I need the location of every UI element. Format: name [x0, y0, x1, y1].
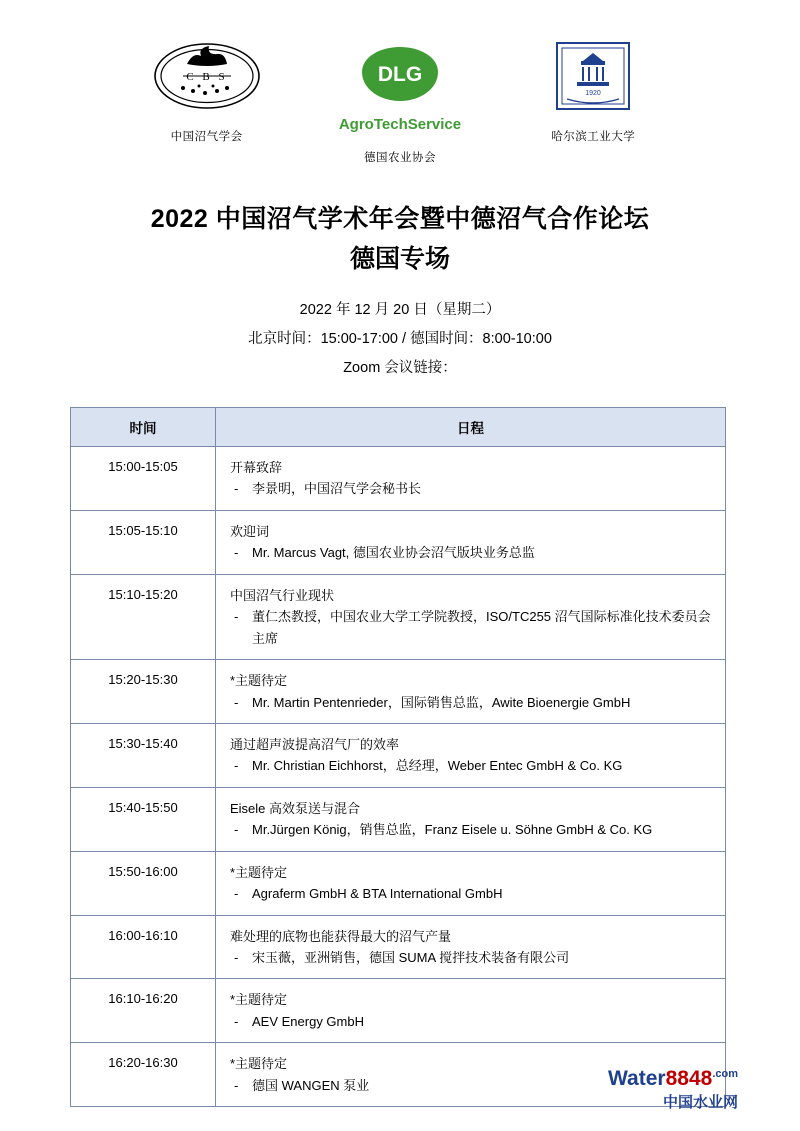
logo-block-hit	[497, 40, 690, 144]
row-agenda	[216, 574, 726, 659]
row-time: 15:00-15:05	[71, 447, 216, 511]
table-row	[71, 510, 726, 574]
hit-crest-icon	[551, 40, 635, 112]
row-agenda	[216, 447, 726, 511]
table-row	[71, 723, 726, 787]
table-row	[71, 660, 726, 724]
table-row	[71, 915, 726, 979]
row-topic: 欢迎词	[230, 523, 270, 539]
row-agenda	[216, 979, 726, 1043]
agenda-table-body	[71, 447, 726, 1107]
row-agenda	[216, 787, 726, 851]
row-speaker: - Mr. Martin Pentenrieder，国际销售总监，Awite Bioenergie GmbH	[230, 692, 713, 713]
svg-text:C B S: C B S	[186, 71, 228, 83]
page-title: 2022 中国沼气学术年会暨中德沼气合作论坛	[150, 205, 650, 233]
row-topic: 开幕致辞	[230, 460, 283, 475]
table-header-agenda: 日程	[216, 408, 726, 447]
row-topic: 中国沼气行业现状	[230, 587, 335, 603]
row-speaker: - Mr.Jürgen König，销售总监，Franz Eisele u. Söhne GmbH & Co. KG	[230, 819, 713, 840]
row-time: 16:20-16:30	[71, 1043, 216, 1107]
row-topic: Eisele 高效泵送与混合	[230, 800, 361, 816]
logo-block-cbs	[110, 40, 303, 144]
row-speaker: - 德国 WANGEN 泵业	[230, 1075, 713, 1096]
table-row	[71, 851, 726, 915]
row-topic: 通过超声波提高沼气厂的效率	[230, 736, 400, 752]
svg-text:DLG: DLG	[377, 63, 423, 86]
table-header-time: 时间	[71, 408, 216, 447]
svg-text:1920: 1920	[585, 90, 602, 97]
row-time: 15:40-15:50	[71, 787, 216, 851]
agenda-table	[70, 407, 726, 1107]
meta-date: 2022 年 12 月 20 日（星期二）	[299, 302, 501, 318]
dlg-subtext: AgroTechService	[338, 116, 462, 133]
row-agenda	[216, 915, 726, 979]
logo-block-dlg	[303, 40, 496, 165]
table-row	[71, 574, 726, 659]
row-topic: *主题待定	[230, 992, 288, 1008]
logo-caption-dlg: 德国农业协会	[363, 152, 436, 164]
row-topic: 难处理的底物也能获得最大的沼气产量	[230, 928, 452, 944]
watermark-brand-line	[608, 1066, 738, 1092]
title-block	[70, 201, 730, 278]
row-speaker: - 宋玉薇，亚洲销售，德国 SUMA 搅拌技术装备有限公司	[230, 947, 713, 968]
row-topic: *主题待定	[230, 864, 288, 880]
row-topic: *主题待定	[230, 673, 288, 689]
meta-block	[70, 296, 730, 383]
row-time: 15:20-15:30	[71, 660, 216, 724]
table-row	[71, 787, 726, 851]
page-subtitle: 德国专场	[349, 244, 450, 273]
row-speaker: - AEV Energy GmbH	[230, 1011, 713, 1032]
row-time: 16:10-16:20	[71, 979, 216, 1043]
row-speaker: - 董仁杰教授，中国农业大学工学院教授，ISO/TC255 沼气国际标准化技术委员会主席	[230, 606, 713, 649]
row-agenda	[216, 851, 726, 915]
watermark-number: 8848	[665, 1067, 713, 1090]
row-topic: *主题待定	[230, 1056, 288, 1072]
row-agenda	[216, 723, 726, 787]
logo-caption-hit: 哈尔滨工业大学	[551, 131, 636, 143]
table-row	[71, 447, 726, 511]
row-time: 15:05-15:10	[71, 510, 216, 574]
dlg-icon	[358, 40, 442, 112]
row-speaker: - Mr. Christian Eichhorst，总经理，Weber Entec GmbH & Co. KG	[230, 755, 713, 776]
logo-caption-cbs: 中国沼气学会	[170, 131, 243, 143]
row-time: 15:50-16:00	[71, 851, 216, 915]
cbs-oval-icon	[153, 40, 261, 112]
row-speaker: - Agraferm GmbH & BTA International GmbH	[230, 883, 713, 904]
table-row	[71, 979, 726, 1043]
table-header-row	[71, 408, 726, 447]
logo-row	[70, 0, 730, 165]
row-agenda	[216, 510, 726, 574]
watermark-cn-name: 中国水业网	[662, 1094, 738, 1112]
meta-zoom-link: Zoom 会议链接：	[343, 360, 457, 376]
row-agenda	[216, 660, 726, 724]
watermark	[608, 1066, 738, 1113]
watermark-brand: Water	[608, 1067, 666, 1090]
meta-times: 北京时间：15:00-17:00 / 德国时间：8:00-10:00	[248, 331, 552, 347]
row-time: 15:30-15:40	[71, 723, 216, 787]
row-speaker: - 李景明，中国沼气学会秘书长	[230, 478, 713, 499]
row-time: 16:00-16:10	[71, 915, 216, 979]
row-time: 15:10-15:20	[71, 574, 216, 659]
watermark-tld: .com	[712, 1068, 738, 1080]
row-speaker: - Mr. Marcus Vagt, 德国农业协会沼气版块业务总监	[230, 542, 713, 563]
